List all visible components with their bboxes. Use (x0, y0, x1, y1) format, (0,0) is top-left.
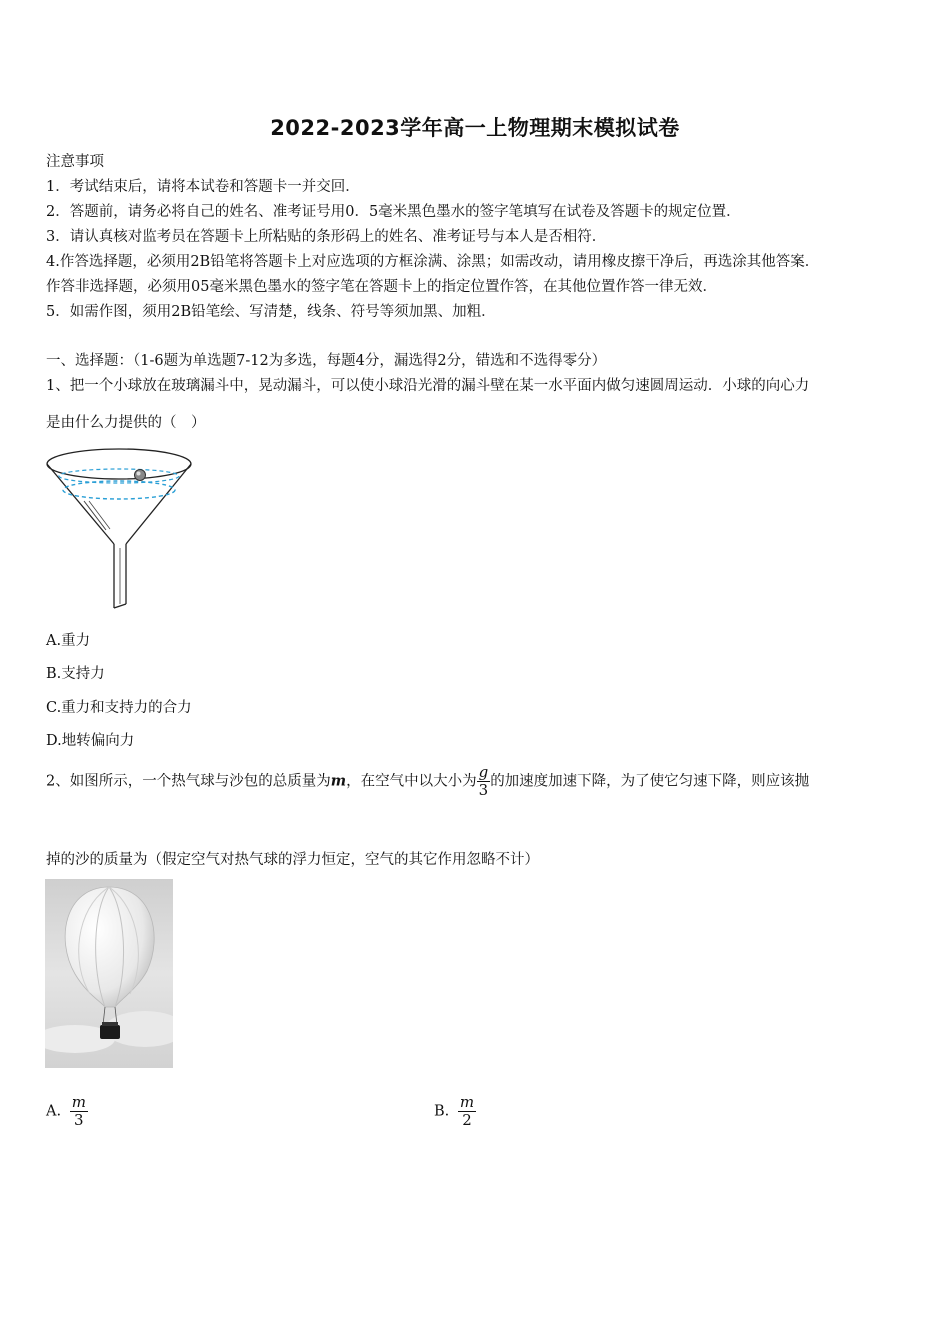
q1-option-a: A.重力 (46, 633, 91, 649)
q2-option-b (434, 1094, 476, 1129)
notice-item: 4.作答选择题，必须用2B铅笔将答题卡上对应选项的方框涂满、涂黑；如需改动，请用橡皮擦干净后，再选涂其他答案． (46, 254, 820, 270)
hot-air-balloon-photo (45, 879, 173, 1068)
q2-text-part3: 的加速度加速下降，为了使它匀速下降，则应该抛 (490, 773, 810, 790)
question-1-text: 1、把一个小球放在玻璃漏斗中，晃动漏斗，可以使小球沿光滑的漏斗壁在某一水平面内做匀速圆周运动．小球的向心力 (46, 378, 810, 394)
notice-item: 2．答题前，请务必将自己的姓名、准考证号用0．5毫米黑色墨水的签字笔填写在试卷及答题卡的规定位置． (46, 204, 741, 220)
notice-item: 3．请认真核对监考员在答题卡上所粘贴的条形码上的姓名、准考证号与本人是否相符． (46, 229, 607, 245)
fraction-numerator: m (459, 1093, 475, 1111)
q2-text-part2: ，在空气中以大小为 (346, 773, 477, 790)
q2-fraction-g-over-3 (477, 764, 491, 799)
q2-option-a-label: A. (46, 1103, 62, 1120)
q2-text-part1: 2、如图所示，一个热气球与沙包的总质量为 (46, 773, 331, 790)
q2-option-b-fraction (458, 1094, 476, 1129)
notice-item: 1．考试结束后，请将本试卷和答题卡一并交回． (46, 179, 360, 195)
q2-option-a (46, 1094, 88, 1129)
question-2-text-cont: 掉的沙的质量为（假定空气对热气球的浮力恒定，空气的其它作用忽略不计） (46, 852, 539, 868)
funnel-figure (44, 446, 196, 614)
notice-item: 作答非选择题，必须用05毫米黑色墨水的签字笔在答题卡上的指定位置作答，在其他位置作答一律无效． (46, 279, 717, 295)
fraction-numerator: m (71, 1093, 86, 1111)
q1-option-d: D.地转偏向力 (46, 733, 135, 749)
q2-var-m: m (330, 772, 347, 790)
fraction-denominator: 3 (74, 1111, 84, 1129)
page-title: 2022-2023学年高一上物理期末模拟试卷 (270, 116, 680, 140)
q1-option-b: B.支持力 (46, 666, 105, 682)
fraction-denominator: 2 (462, 1111, 472, 1129)
q2-option-b-label: B. (434, 1103, 450, 1120)
section-heading: 一、选择题：（1-6题为单选题7-12为多选，每题4分，漏选得2分，错选和不选得零分） (46, 353, 607, 369)
q1-option-c: C.重力和支持力的合力 (46, 700, 192, 716)
notice-item: 5．如需作图，须用2B铅笔绘、写清楚，线条、符号等须加黑、加粗． (46, 304, 496, 320)
question-1-text-cont: 是由什么力提供的（ ） (46, 415, 206, 431)
notice-heading: 注意事项 (46, 154, 104, 170)
question-2-text (46, 764, 809, 799)
fraction-denominator: 3 (478, 781, 489, 799)
q2-option-a-fraction (70, 1094, 88, 1129)
fraction-numerator: g (478, 763, 489, 781)
